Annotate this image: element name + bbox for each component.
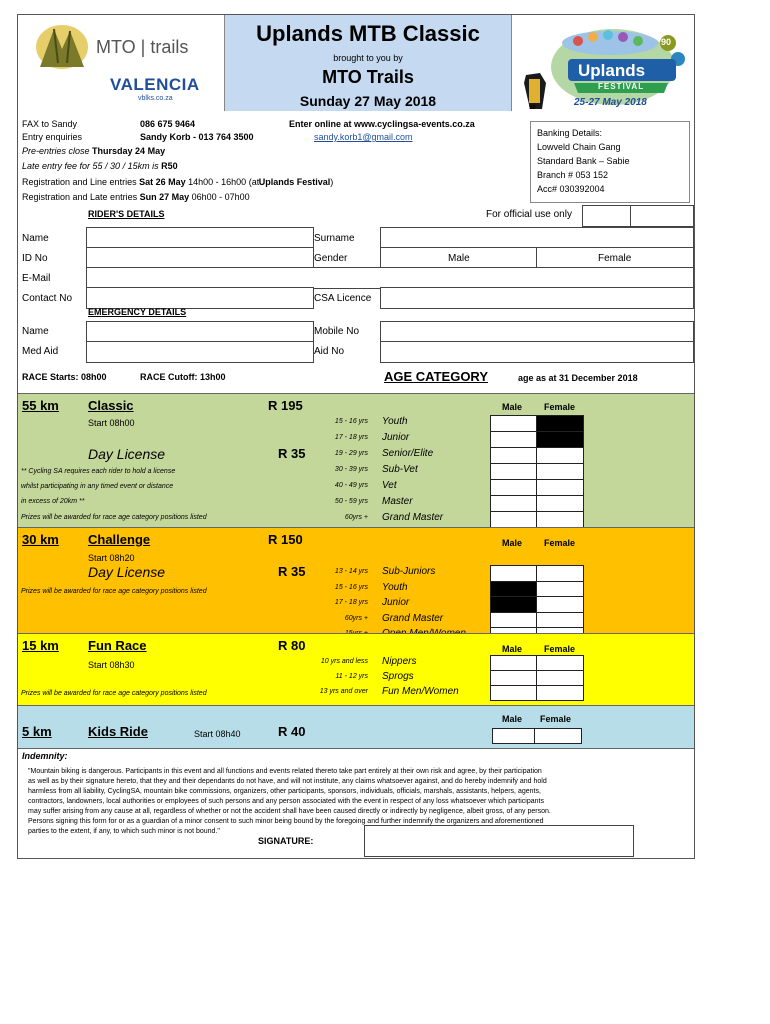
official-use-box-2 — [630, 205, 694, 227]
male-checkbox[interactable] — [490, 581, 538, 598]
preentries-line — [22, 146, 165, 156]
male-checkbox[interactable] — [490, 596, 538, 613]
female-column-label: Female — [544, 644, 576, 654]
male-checkbox[interactable] — [490, 479, 538, 496]
age-range: 13 yrs and over — [319, 688, 368, 695]
male-column-label: Male — [502, 714, 523, 724]
age-range: 60yrs + — [344, 614, 368, 622]
start-time: Start 08h00 — [88, 418, 135, 428]
age-category-name: Youth — [382, 416, 408, 427]
surname-label: Surname — [314, 233, 355, 244]
reg1-pre: Registration and Line entries — [22, 177, 137, 187]
festival-badge: 90 — [661, 37, 672, 47]
male-checkbox[interactable] — [490, 612, 538, 629]
male-checkbox[interactable] — [490, 655, 538, 671]
distance-label: 55 km — [22, 398, 59, 413]
aid-number-label: Aid No — [314, 346, 345, 357]
fax-label: FAX to Sandy — [22, 119, 78, 129]
age-category-name: Fun Men/Women — [382, 686, 459, 697]
start-time: Start 08h20 — [88, 553, 135, 563]
rider-name-label: Name — [22, 233, 49, 244]
organiser-name: MTO Trails — [322, 67, 414, 87]
mto-logo-text: MTO | trails — [96, 37, 189, 57]
female-checkbox[interactable] — [536, 511, 584, 528]
latefee-label: Late entry fee for 55 / 30 / 15km is — [22, 161, 159, 171]
day-license-label: Day License — [88, 564, 166, 580]
age-range: 15 - 16 yrs — [334, 418, 368, 425]
reg1-time: 14h00 - 16h00 (at — [188, 177, 260, 187]
indemnity-line: Persons signing this form for or as a guardian of a minor consent to such minor being bound by the foregoing and further indemnify the organizers and aforementioned — [28, 818, 544, 825]
male-checkbox[interactable] — [490, 447, 538, 464]
female-checkbox[interactable] — [536, 612, 584, 629]
csa-licence-label: CSA Licence — [314, 293, 372, 304]
day-license-label: Day License — [88, 446, 166, 462]
email-field[interactable] — [86, 267, 694, 289]
age-category-name: Nippers — [382, 656, 417, 667]
female-column-label: Female — [540, 714, 572, 724]
age-category-name: Sub-Vet — [382, 464, 418, 475]
gender-label: Gender — [314, 253, 348, 264]
event-date: Sunday 27 May 2018 — [299, 93, 437, 109]
age-range: 30 - 39 yrs — [334, 466, 368, 473]
race-start-time: RACE Starts: 08h00 — [22, 372, 107, 382]
festival-name: Uplands — [578, 61, 646, 80]
rider-name-field[interactable] — [86, 227, 314, 249]
valencia-logo-sub: vblks.co.za — [138, 95, 173, 102]
indemnity-line: "Mountain biking is dangerous. Participants in this event and all functions and events related thereto take part entirely at their own risk and agree, by their participation — [28, 768, 542, 775]
age-range: 17 - 18 yrs — [334, 599, 368, 606]
age-range: 11 - 12 yrs — [335, 673, 368, 680]
mto-mountain-icon — [32, 23, 92, 71]
male-checkbox[interactable] — [490, 670, 538, 686]
valencia-logo-text: VALENCIA — [110, 75, 200, 94]
festival-logo — [518, 19, 688, 113]
age-range: 50 - 59 yrs — [334, 498, 368, 505]
event-title: Uplands MTB Classic — [256, 21, 480, 46]
indemnity-line: contractors, landowners, local authorities or employees of such persons and any person associated with the event in respect of any loss whatsoever which participants — [28, 798, 544, 805]
prizes-note: Prizes will be awarded for race age category positions listed — [21, 588, 207, 595]
reg1-date: Sat 26 May — [139, 177, 186, 187]
preentries-value: Thursday 24 May — [92, 146, 166, 156]
prizes-note: Prizes will be awarded for race age category positions listed — [21, 514, 207, 521]
registration-line-1 — [22, 177, 333, 187]
age-range: 15 - 16 yrs — [334, 583, 368, 591]
race-cutoff-time: RACE Cutoff: 13h00 — [140, 372, 226, 382]
reg1-end: ) — [330, 177, 334, 187]
race-price: R 80 — [278, 638, 306, 653]
brought-by: brought to you by — [333, 53, 403, 63]
id-number-field[interactable] — [86, 247, 314, 269]
age-category-note: age as at 31 December 2018 — [518, 373, 638, 383]
contact-number-field[interactable] — [86, 287, 314, 309]
reg2-date: Sun 27 May — [139, 192, 190, 202]
section-5km — [18, 705, 694, 749]
age-category-name: Sub-Juniors — [382, 566, 436, 577]
signature-field[interactable] — [364, 825, 634, 857]
male-checkbox[interactable] — [490, 431, 538, 448]
enquiries-value: Sandy Korb - 013 764 3500 — [140, 132, 254, 142]
start-time: Start 08h30 — [88, 660, 135, 670]
med-aid-label: Med Aid — [22, 346, 59, 357]
riders-details-heading: RIDER'S DETAILS — [88, 209, 165, 219]
indemnity-line: harmless from all liability, CyclingSA, mountain bike commissions, organizers, other participants, sponsors, individuals, officials, marshals, assistants, helpers, agents, — [28, 788, 541, 795]
race-price: R 195 — [268, 398, 303, 413]
fax-number: 086 675 9464 — [140, 119, 196, 129]
age-range: 10 yrs and less — [320, 658, 368, 665]
mto-logo — [32, 23, 222, 69]
enquiries-label: Entry enquiries — [22, 132, 83, 142]
banking-line: Standard Bank – Sabie — [537, 156, 630, 166]
gender-female-label: Female — [598, 253, 632, 264]
prizes-note: Prizes will be awarded for race age category positions listed — [21, 690, 207, 697]
female-checkbox[interactable] — [536, 670, 584, 686]
csa-licence-field[interactable] — [380, 287, 694, 309]
age-category-name: Sprogs — [382, 671, 414, 682]
race-name: Fun Race — [88, 638, 147, 653]
age-category-name: Grand Master — [382, 512, 444, 523]
online-entry-text: Enter online at www.cyclingsa-events.co.za — [289, 119, 475, 129]
race-name: Challenge — [88, 532, 151, 547]
banking-line: Lowveld Chain Gang — [537, 142, 621, 152]
female-checkbox[interactable] — [536, 596, 584, 613]
festival-dates: 25-27 May 2018 — [574, 97, 647, 108]
male-checkbox[interactable] — [490, 685, 538, 701]
male-checkbox[interactable] — [492, 728, 536, 744]
registration-line-2 — [22, 192, 250, 202]
festival-shield-number: 90 — [529, 105, 536, 111]
reg1-venue: Uplands Festival — [258, 177, 331, 187]
age-category-name: Junior — [382, 597, 410, 608]
female-checkbox[interactable] — [534, 728, 582, 744]
female-checkbox[interactable] — [536, 565, 584, 582]
email-link[interactable]: sandy.korb1@gmail.com — [314, 132, 413, 142]
female-checkbox[interactable] — [536, 655, 584, 671]
section-55km — [18, 393, 694, 528]
mobile-label: Mobile No — [314, 326, 360, 337]
license-note: whilst participating in any timed event or distance — [21, 483, 174, 490]
reg2-time: 06h00 - 07h00 — [191, 192, 250, 202]
contact-number-label: Contact No — [22, 293, 73, 304]
valencia-logo — [110, 73, 210, 107]
banking-line: Acc# 030392004 — [537, 184, 605, 194]
age-category-name: Master — [382, 496, 413, 507]
latefee-value: R50 — [161, 161, 178, 171]
surname-field[interactable] — [380, 227, 694, 249]
distance-label: 15 km — [22, 638, 59, 653]
reg2-pre: Registration and Late entries — [22, 192, 138, 202]
email-label: E-Mail — [22, 273, 51, 284]
indemnity-heading: Indemnity: — [22, 751, 68, 761]
preentries-label: Pre-entries close — [22, 146, 90, 156]
indemnity-line: may suffer arising from any cause at all, regardless of whether or not the accident shall have been caused directly or indirectly by negligence, albeit gross, of any person. — [28, 808, 551, 815]
age-range: 40 - 49 yrs — [334, 482, 368, 489]
indemnity-line: parties to the extent, if any, to which such minor is not bound." — [28, 828, 220, 835]
male-column-label: Male — [502, 644, 523, 654]
age-category-name: Senior/Elite — [382, 448, 434, 459]
mobile-field[interactable] — [380, 321, 694, 343]
festival-word: FESTIVAL — [598, 82, 645, 91]
male-column-label: Male — [502, 402, 523, 412]
official-use-box-1 — [582, 205, 632, 227]
indemnity-line: as well as by their signature hereto, that they and their dependants do not have, and will not institute, any claims whatsoever against, and do hereby indemnify and hold — [28, 778, 547, 785]
distance-label: 5 km — [22, 724, 52, 739]
day-license-price: R 35 — [278, 446, 306, 461]
male-column-label: Male — [502, 538, 523, 548]
title-block — [224, 15, 512, 111]
female-checkbox[interactable] — [536, 479, 584, 496]
female-checkbox[interactable] — [536, 463, 584, 480]
male-checkbox[interactable] — [490, 495, 538, 512]
entry-form — [17, 14, 695, 859]
official-use-label: For official use only — [486, 209, 572, 220]
female-checkbox[interactable] — [536, 447, 584, 464]
emergency-name-field[interactable] — [86, 321, 314, 343]
emergency-heading: EMERGENCY DETAILS — [88, 307, 187, 317]
age-category-name: Grand Master — [382, 612, 444, 624]
race-name: Classic — [88, 398, 134, 413]
female-checkbox[interactable] — [536, 431, 584, 448]
banking-box — [530, 121, 690, 203]
female-column-label: Female — [544, 402, 576, 412]
age-range: 19 - 29 yrs — [334, 450, 368, 457]
emergency-name-label: Name — [22, 326, 49, 337]
age-category-name: Youth — [382, 581, 408, 593]
license-note: ** Cycling SA requires each rider to hold a license — [21, 468, 176, 475]
female-checkbox[interactable] — [536, 415, 584, 432]
gender-male-label: Male — [448, 253, 470, 264]
age-range: 13 - 14 yrs — [334, 568, 368, 575]
race-name: Kids Ride — [88, 724, 148, 739]
license-note: in excess of 20km ** — [21, 498, 85, 505]
banking-line: Banking Details: — [537, 128, 603, 138]
id-number-label: ID No — [22, 253, 48, 264]
age-range: 17 - 18 yrs — [334, 434, 368, 441]
signature-label: SIGNATURE: — [258, 836, 314, 846]
female-column-label: Female — [544, 538, 576, 548]
male-checkbox[interactable] — [490, 463, 538, 480]
med-aid-field[interactable] — [86, 341, 314, 363]
age-category-name: Junior — [382, 432, 410, 443]
section-30km — [18, 527, 694, 634]
male-checkbox[interactable] — [490, 511, 538, 528]
age-category-name: Vet — [382, 480, 397, 491]
female-checkbox[interactable] — [536, 685, 584, 701]
start-time: Start 08h40 — [194, 729, 241, 739]
age-range: 60yrs + — [344, 514, 368, 521]
female-checkbox[interactable] — [536, 495, 584, 512]
male-checkbox[interactable] — [490, 565, 538, 582]
day-license-price: R 35 — [278, 564, 306, 579]
race-price: R 150 — [268, 532, 303, 547]
banking-line: Branch # 053 152 — [537, 170, 609, 180]
race-price: R 40 — [278, 724, 306, 739]
male-checkbox[interactable] — [490, 415, 538, 432]
aid-number-field[interactable] — [380, 341, 694, 363]
section-15km — [18, 633, 694, 706]
female-checkbox[interactable] — [536, 581, 584, 598]
distance-label: 30 km — [22, 532, 59, 547]
age-category-heading: AGE CATEGORY — [384, 369, 489, 384]
latefee-line — [22, 161, 178, 171]
